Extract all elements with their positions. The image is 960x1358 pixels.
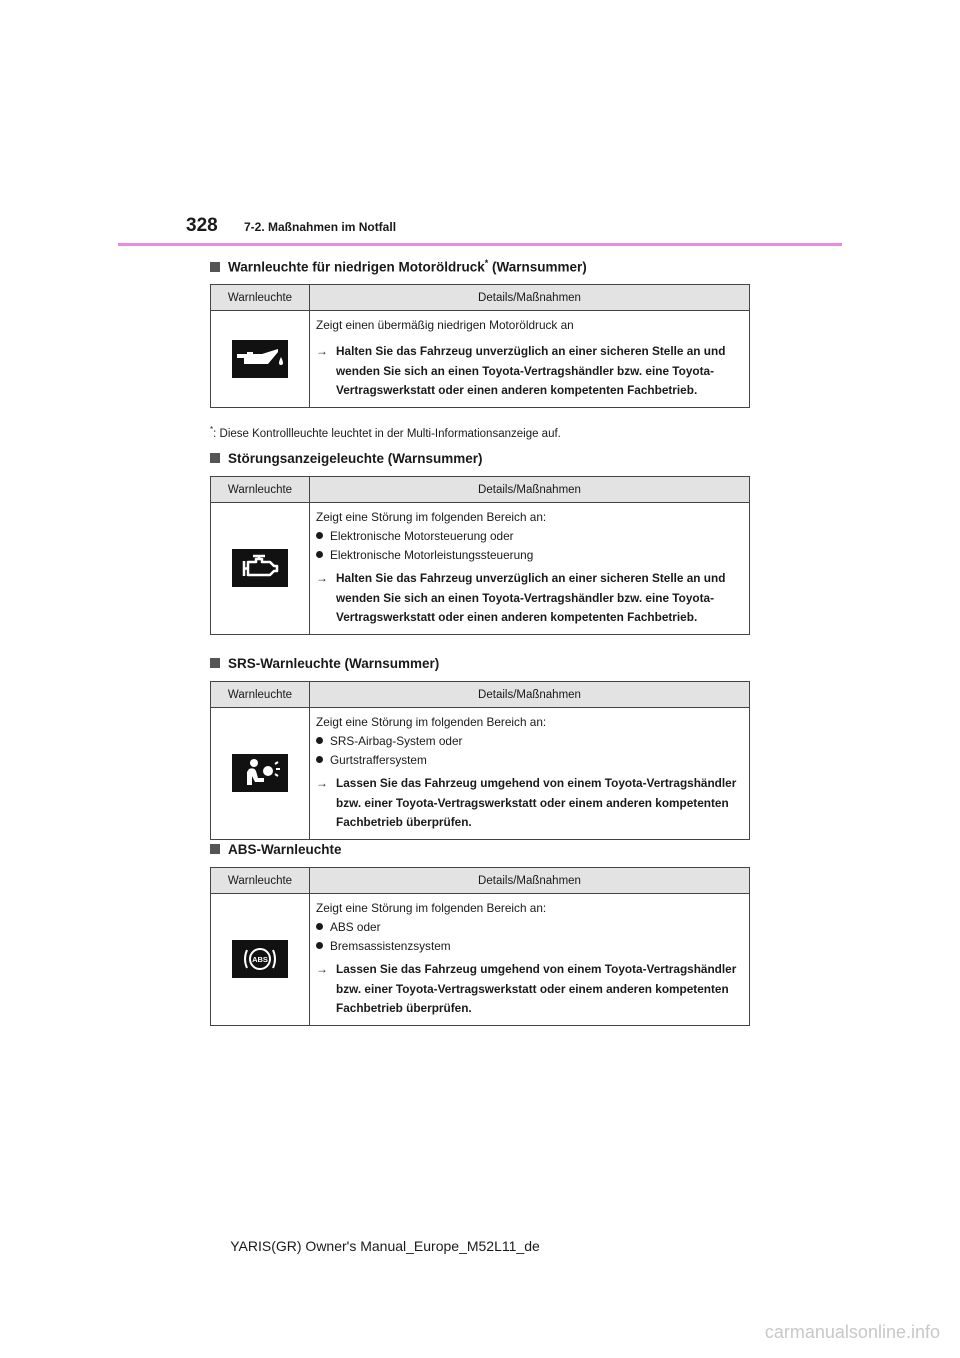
footer: YARIS(GR) Owner's Manual_Europe_M52L11_de: [230, 1238, 540, 1254]
list-item: SRS-Airbag-System oder: [316, 732, 743, 751]
col-header-light: Warnleuchte: [211, 682, 310, 708]
abs-icon: [232, 940, 288, 978]
footnote: *: Diese Kontrollleuchte leuchtet in der Multi-Informationsanzeige auf.: [210, 425, 561, 440]
watermark: carmanualsonline.info: [764, 1322, 940, 1342]
heading-srs: SRS-Warnleuchte (Warnsummer): [210, 656, 439, 671]
table-row: [211, 708, 750, 840]
arrow-icon: →: [316, 571, 328, 585]
col-header-details: Details/Maßnahmen: [310, 868, 750, 894]
col-header-light: Warnleuchte: [211, 285, 310, 311]
bullet-icon: [316, 942, 323, 949]
heading-malfunction: Störungsanzeigeleuchte (Warnsummer): [210, 451, 483, 466]
description: Zeigt einen übermäßig niedrigen Motoröldruck an: [316, 318, 574, 332]
bullet-icon: [316, 551, 323, 558]
heading-square-icon: [210, 453, 220, 463]
arrow-icon: →: [316, 776, 328, 790]
header-rule: [118, 243, 842, 246]
arrow-icon: →: [316, 344, 328, 358]
col-header-details: Details/Maßnahmen: [310, 682, 750, 708]
action-instruction: → Halten Sie das Fahrzeug unverzüglich an einer sicheren Stelle an und wenden Sie sich an einen Toyota-Vertragshändler bzw. eine Toyota-Vertragswerkstatt oder einen anderen kompetenten Fachbetrieb.: [316, 342, 743, 401]
list-item: ABS oder: [316, 918, 743, 937]
section-title: 7-2. Maßnahmen im Notfall: [244, 220, 397, 234]
bullet-icon: [316, 756, 323, 763]
table-abs: [210, 867, 750, 1026]
srs-airbag-icon: [232, 754, 288, 792]
table-srs: [210, 681, 750, 840]
arrow-icon: →: [316, 962, 328, 976]
bullet-icon: [316, 923, 323, 930]
bullet-icon: [316, 737, 323, 744]
action-instruction: → Lassen Sie das Fahrzeug umgehend von einem Toyota-Vertragshändler bzw. einer Toyota-Vertragswerkstatt oder einem anderen kompetenten Fachbetrieb überprüfen.: [316, 774, 743, 833]
check-engine-icon: [232, 549, 288, 587]
action-instruction: → Halten Sie das Fahrzeug unverzüglich an einer sicheren Stelle an und wenden Sie sich an einen Toyota-Vertragshändler bzw. eine Toyota-Vertragswerkstatt oder einen anderen kompetenten Fachbetrieb.: [316, 569, 743, 628]
oil-pressure-icon: [232, 340, 288, 378]
page-number: 328: [186, 215, 218, 236]
table-row: [211, 311, 750, 408]
description: Zeigt eine Störung im folgenden Bereich an:: [316, 901, 547, 915]
table-oil-pressure: [210, 284, 750, 408]
list-item: Elektronische Motorsteuerung oder: [316, 527, 743, 546]
bullet-icon: [316, 532, 323, 539]
list-item: Bremsassistenzsystem: [316, 937, 743, 956]
description: Zeigt eine Störung im folgenden Bereich an:: [316, 510, 547, 524]
col-header-light: Warnleuchte: [211, 477, 310, 503]
abs-icon-label: ABS: [252, 955, 268, 965]
heading-oil-pressure: Warnleuchte für niedrigen Motoröldruck* (Warnsummer): [210, 258, 587, 275]
list-item: Elektronische Motorleistungssteuerung: [316, 546, 743, 565]
action-instruction: → Lassen Sie das Fahrzeug umgehend von einem Toyota-Vertragshändler bzw. einer Toyota-Vertragswerkstatt oder einem anderen kompetenten Fachbetrieb überprüfen.: [316, 960, 743, 1019]
table-row: [211, 894, 750, 1026]
heading-square-icon: [210, 658, 220, 668]
heading-square-icon: [210, 844, 220, 854]
table-malfunction: [210, 476, 750, 635]
description: Zeigt eine Störung im folgenden Bereich an:: [316, 715, 547, 729]
table-row: [211, 503, 750, 635]
col-header-details: Details/Maßnahmen: [310, 477, 750, 503]
heading-abs: ABS-Warnleuchte: [210, 842, 342, 857]
col-header-details: Details/Maßnahmen: [310, 285, 750, 311]
list-item: Gurtstraffersystem: [316, 751, 743, 770]
col-header-light: Warnleuchte: [211, 868, 310, 894]
heading-square-icon: [210, 262, 220, 272]
